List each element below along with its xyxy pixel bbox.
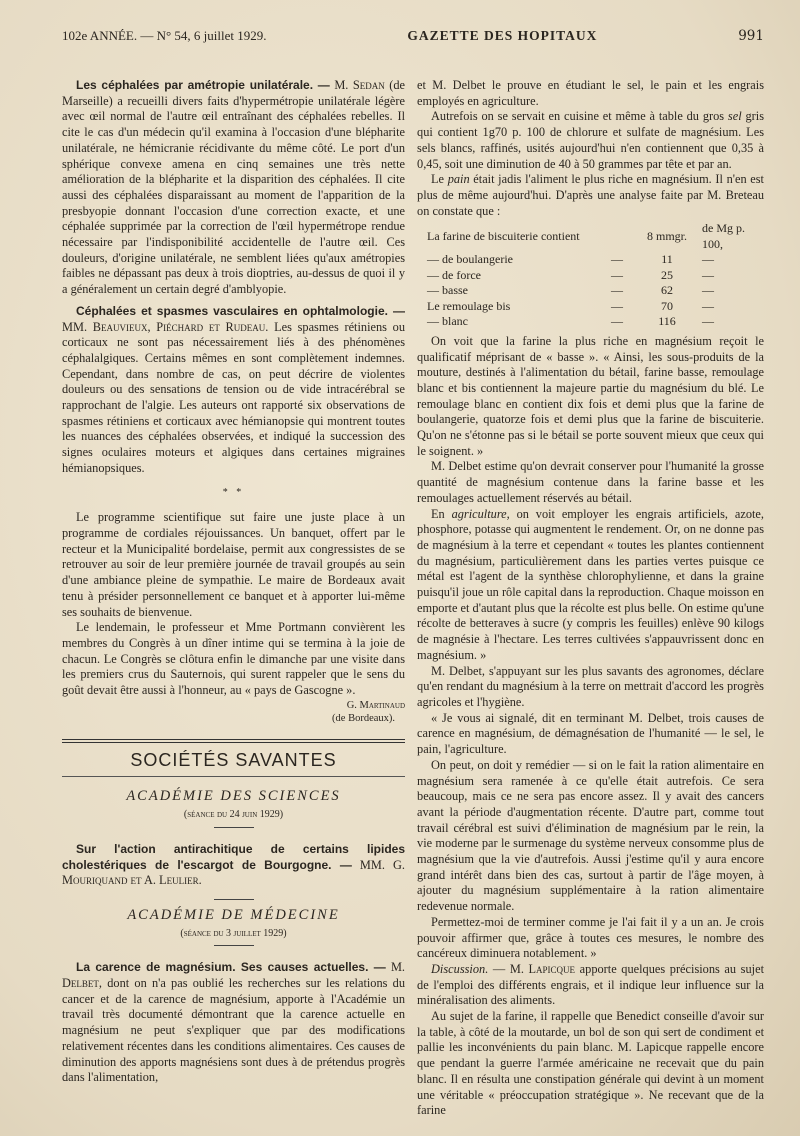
signature-name: G. Martinaud xyxy=(346,699,406,711)
italic-term: agriculture, xyxy=(451,506,510,521)
flour-table-unit: — xyxy=(702,298,715,313)
short-rule xyxy=(214,827,254,828)
short-rule xyxy=(214,899,254,900)
flour-table-row xyxy=(417,268,764,284)
page-header xyxy=(62,28,764,50)
paragraph-benedict: Au sujet de la farine, il rappelle que Benedict conseille d'avoir sur la table, à côté de la moutarde, un bol de son qui sert de condiment et pallie les inconvénients du pain blanc. M. Lapicque rappelle encore que pendant la guerre l'armée américaine ne recevait que du pain blanc. Il en résulta une constipation générale qui devint à un moment une véritable « préoccupation stratégique ». Ne recevant que de la farine xyxy=(417,1009,764,1118)
paragraph-trois-causes: « Je vous ai signalé, dit en terminant M. Delbet, trois causes de carence en magnésium, de démagnésation de l'humanité — le sel, le pain, l'agriculture. xyxy=(417,710,764,757)
section-divider xyxy=(62,739,405,743)
flour-table-dash: — xyxy=(611,283,624,298)
section-title: SOCIÉTÉS SAVANTES xyxy=(130,749,337,770)
flour-table-dash xyxy=(602,221,632,252)
flour-table-value: 62 xyxy=(661,283,674,298)
flour-table-row xyxy=(417,221,764,252)
paragraph-remedier: On peut, on doit y remédier — si on le fait la ration alimentaire en magnésium sera ramenée à ce qu'elle était autrefois. Ce sera beaucoup, mais ce ne sera pas encore assez. Il y avait des cancers avant la période d'augmentation récente. D'autre part, comme tout travail cérébral est suivi d'élimination de magnésium par le rein, la vie moderne par le surmenage du système nerveux consomme plus de magnésium que la vie d'autrefois. Aussi j'estime qu'il y aura encore grand intérêt dans bien des cas, surtout à partir de l'âge moyen, à ajouter du magnésium supplémentaire à la ration alimentaire redevenue normale. xyxy=(417,757,764,914)
flour-table-row xyxy=(417,299,764,315)
paragraph-body: apporte quelques précisions au sujet de l'emploi des différents engrais, et il indique leur influence sur la minéralisation des aliments. xyxy=(417,961,764,1008)
flour-table-label: — basse xyxy=(427,283,469,298)
page-number: 991 xyxy=(738,28,764,44)
author-name: — M. Lapicque xyxy=(492,961,576,976)
author-name: M. Sedan xyxy=(334,78,385,92)
paragraph-cephalees-ametropie xyxy=(62,78,405,298)
edition-info: 102e ANNÉE. — N° 54, 6 juillet 1929. xyxy=(62,28,267,43)
flour-table-unit: — xyxy=(702,252,715,267)
flour-table-dash: — xyxy=(611,252,624,267)
short-rule xyxy=(214,945,254,946)
italic-term: sel xyxy=(727,109,742,124)
text-fragment: En xyxy=(431,506,445,521)
text-fragment: était jadis l'aliment le plus riche en magnésium. Il n'en est plus de même aujourd'hui. D'après une analyse faite par M. Breteau on constate que : xyxy=(417,172,764,218)
journal-title: GAZETTE DES HOPITAUX xyxy=(407,28,598,43)
flour-table-row xyxy=(417,283,764,299)
flour-table-unit: de Mg p. 100, xyxy=(702,221,746,251)
paragraph-spasmes-vasculaires xyxy=(62,304,405,477)
flour-table-value: 116 xyxy=(658,314,676,329)
paragraph-pain xyxy=(417,172,764,219)
paragraph-lendemain: Le lendemain, le professeur et Mme Portmann convièrent les membres du Congrès à un dîner intime qui se termina à la joie de chacun. Le Congrès se clôtura enfin le dimanche par une visite dans les premiers crus du Sauternois, qui surent rappeler que le sens du goût devait être aussi à l'honneur, au « pays de Gascogne ». xyxy=(62,620,406,698)
flour-table-label: La farine de biscuiterie contient xyxy=(427,229,580,244)
paragraph-farine-basse: On voit que la farine la plus riche en magnésium reçoit le qualificatif méprisant de « basse ». « Ainsi, les sous-produits de la mouture, destinés à l'alimentation du bétail, farine basse, remoulage blanc et bis contiennent la majeure partie du magnésium du blé. Le remoulage blanc en contient dix fois et demi plus que la farine de boulangerie, quatorze fois et demi plus que la farine de biscuiterie. Qu'on ne s'étonne pas si le bétail se porte souvent mieux que ceux qui le soignent. » xyxy=(417,333,764,458)
flour-table-dash: — xyxy=(611,298,624,313)
author-name: M. Delbet, xyxy=(62,960,406,991)
paragraph-programme: Le programme scientifique sut faire une juste place à un programme de cordiales réjouissances. Un banquet, offert par le recteur et la Municipalité bordelaise, permit aux congressistes de se retrouver au soir de leur première journée de travail groupés au sein d'une ambiance pleine de sympathie. Le maire de Bordeaux avait tenu à présider personnellement ce banquet et à apporter lui-même ses souhaits de bienvenue. xyxy=(62,510,406,619)
academy-title-sciences: ACADÉMIE DES SCIENCES xyxy=(126,788,341,805)
paragraph-carence xyxy=(62,960,405,1086)
session-date: (séance du 3 juillet 1929) xyxy=(180,927,287,939)
flour-table-label: Le remoulage bis xyxy=(427,298,511,313)
paragraph-sel xyxy=(417,109,764,172)
article-columns xyxy=(62,78,764,1119)
flour-table-unit: — xyxy=(702,314,715,329)
flour-table-unit: — xyxy=(702,283,715,298)
flour-table-value: 8 mmgr. xyxy=(647,229,688,244)
signature-block xyxy=(62,699,405,725)
paragraph-lead: Les céphalées par amétropie unilatérale. — xyxy=(76,78,330,92)
paragraph-body: Les spasmes rétiniens ou corticaux ne sont pas nécessairement liés à des phénomènes céphalalgiques. Certains mêmes en sont complètement indemnes. Cependant, dans nombre de cas, on peut décrire de violentes douleurs ou des sensations de tension ou de vide intracérébral se rapprochant de l'algie. Les auteurs ont rapporté six observations de spasmes rétiniens et corticaux avec hémianopsie qui montrent toutes les nuances des céphalées observées, et indiqué la succession des signes oculaires moteurs et algiques dans certaines migraines hémianopsiques. xyxy=(62,319,406,475)
flour-magnesium-table xyxy=(417,221,764,330)
text-fragment: on voit employer les engrais artificiels, azote, phosphore, potasse qui augmentent le rendement. Or, on ne donne pas de magnésium à la terre et cependant « toutes les plantes contiennent du magnésium, particulièrement dans les parties vertes puisque ce métal est l'agent de la synthèse chlorophylienne, et dans la graine puisqu'il joue un rôle capital dans la reproduction. Chaque moisson en emporte et d'autant plus que la récolte est plus belle. On estime qu'une récolte de betteraves à sucre (y compris les feuilles) enlève 90 kilogs de magnésie à l'hectare. Les terres cultivées s'appauvrissent donc en magnésium. » xyxy=(417,506,764,662)
flour-table-row xyxy=(417,314,764,330)
paragraph-agronomes: M. Delbet, s'appuyant sur les plus savants des agronomes, déclare qu'en rendant du magnésium à la terre on mettrait d'accord les progrès agricoles et l'hygiène. xyxy=(417,663,764,709)
paragraph-body: dont on n'a pas oublié les recherches sur les relations du cancer et de la carence de magnésium, apporte à l'Académie un travail très documenté démontrant que la carence actuelle en magnésium ne peut s'expliquer que par des modifications relativement récentes dans les conditions alimentaires. Ces causes de diminution des apports magnésiens sont dues à de prétendus progrès dans l'alimentation, xyxy=(62,976,406,1085)
flour-table-value: 70 xyxy=(661,298,674,313)
author-names: MM. Beauvieux, Piéchard et Rudeau. xyxy=(62,319,269,334)
left-column xyxy=(62,78,405,1119)
flour-table-label: — blanc xyxy=(427,314,469,329)
paragraph-lead: La carence de magnésium. Ses causes actuelles. — xyxy=(76,960,386,975)
paragraph-continuation: et M. Delbet le prouve en étudiant le sel, le pain et les engrais employés en agriculture. xyxy=(417,78,764,108)
academy-title-medecine: ACADÉMIE DE MÉDECINE xyxy=(127,906,340,923)
discussion-label: Discussion. xyxy=(431,961,489,976)
section-separator: * * xyxy=(222,486,245,498)
italic-term: pain xyxy=(447,172,470,187)
flour-table-dash: — xyxy=(611,314,624,329)
flour-table-value: 25 xyxy=(661,267,674,282)
paragraph-conclusion: Permettez-moi de terminer comme je l'ai fait il y a un an. Je crois pouvoir affirmer que, grâce à toutes ces mesures, le nombre des cancéreux diminuera notablement. » xyxy=(417,914,764,961)
flour-table-label: — de boulangerie xyxy=(427,252,513,267)
flour-table-label: — de force xyxy=(427,267,481,282)
paragraph-discussion xyxy=(417,962,764,1009)
section-rule xyxy=(62,776,405,777)
flour-table-value: 11 xyxy=(661,252,673,267)
paper-authors: MM. G. Mouriquand et A. Leulier. xyxy=(62,857,406,888)
signature-place: (de Bordeaux). xyxy=(332,712,396,724)
paragraph-conserver: M. Delbet estime qu'on devrait conserver pour l'humanité la grosse quantité de magnésium contenue dans la farine basse et les remoulages actuellement réservés au bétail. xyxy=(417,459,764,505)
paper-title: Sur l'action antirachitique de certains lipides cholestériques de l'escargot de Bourgogne. — xyxy=(62,841,406,872)
text-fragment: gris qui contient 1g70 p. 100 de chlorure et sulfate de magnésium. Les sels blancs, raffinés, usités aujourd'hui n'en contiennent que 0,35 à 0,45, soit une diminution de 40 à 50 grammes par tête et par an. xyxy=(417,109,764,171)
flour-table-dash: — xyxy=(611,267,624,282)
text-fragment: Le xyxy=(431,172,445,187)
session-date: (séance du 24 juin 1929) xyxy=(183,809,284,821)
paper-entry xyxy=(62,842,405,889)
paragraph-body: (de Marseille) a recueilli divers faits d'hypermétropie unilatérale légère avec œil normal de l'autre œil entraînant des céphalées rebelles. Il cite le cas d'un médecin qu'il examina à l'occasion d'une blépharite unilatérale, ne hémicranie récidivante du même côté. Le port d'un sphérique convexe amena en cinq semaines une très nette amélioration de la blépharite et la disparition des céphalées. Il cite aussi des céphalées disparaissant au moment de l'apparition de la presbyopie donnant l'occasion d'une correction exacte, et une céphalée supprimée par la correction de l'œil hypermétrope rendue nécessaire par l'indisponibilité accidentelle de l'autre œil. Ces douleurs, d'origine unilatérale, ne semblent liées qu'aux amétropies faibles ne dépassant pas deux à trois dioptries, au-dessus de quoi il y a généralement un certain degré d'amblyopie. xyxy=(62,78,406,297)
paragraph-agriculture xyxy=(417,507,764,664)
flour-table-unit: — xyxy=(702,267,715,282)
right-column xyxy=(417,78,764,1119)
flour-table-row xyxy=(417,252,764,268)
text-fragment: Autrefois on se servait en cuisine et même à table du gros xyxy=(431,109,725,124)
paragraph-lead: Céphalées et spasmes vasculaires en ophtalmologie. — xyxy=(76,303,406,318)
